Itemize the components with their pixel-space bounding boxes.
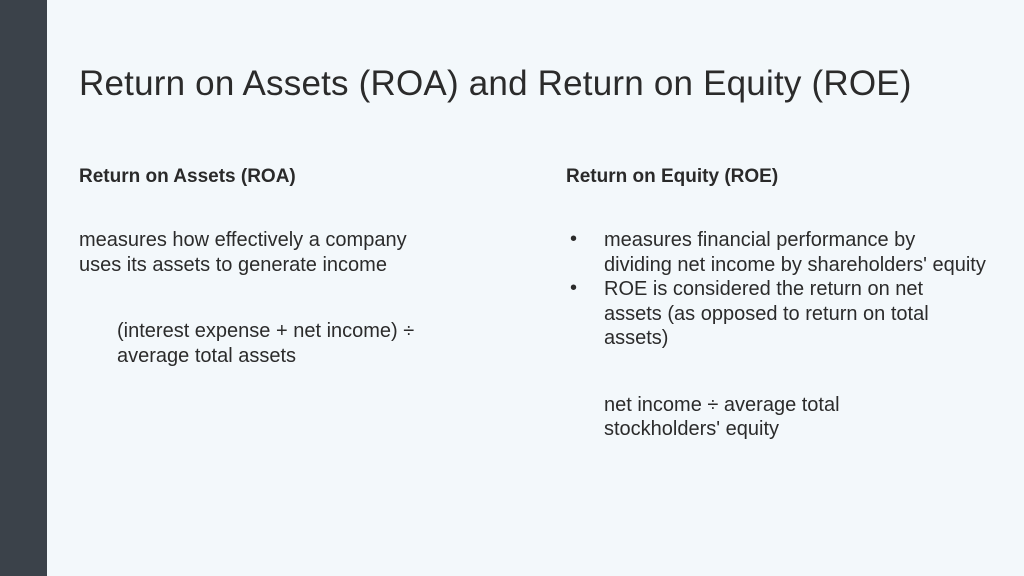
roe-bullet-text: measures financial performance by dividing net income by shareholders' equity [604,229,986,276]
roa-description: measures how effectively a company uses its assets to generate income [79,229,407,276]
roe-formula: net income ÷ average total stockholders' equity [604,393,840,440]
bullet-icon: • [570,277,578,299]
roe-bullet-list [566,228,986,351]
roe-bullet-text: ROE is considered the return on net assets (as opposed to return on total assets) [604,278,929,349]
roe-bullet-item [566,277,986,351]
roa-heading: Return on Assets (ROA) [79,166,296,187]
side-accent-bar [0,0,47,576]
bullet-icon: • [570,228,578,250]
roe-bullet-item [566,228,986,277]
slide-title: Return on Assets (ROA) and Return on Equity (ROE) [79,64,912,103]
roa-column [79,164,479,368]
roe-column [566,164,986,442]
roe-heading: Return on Equity (ROE) [566,166,779,187]
roa-formula: (interest expense + net income) ÷ average total assets [117,320,415,367]
